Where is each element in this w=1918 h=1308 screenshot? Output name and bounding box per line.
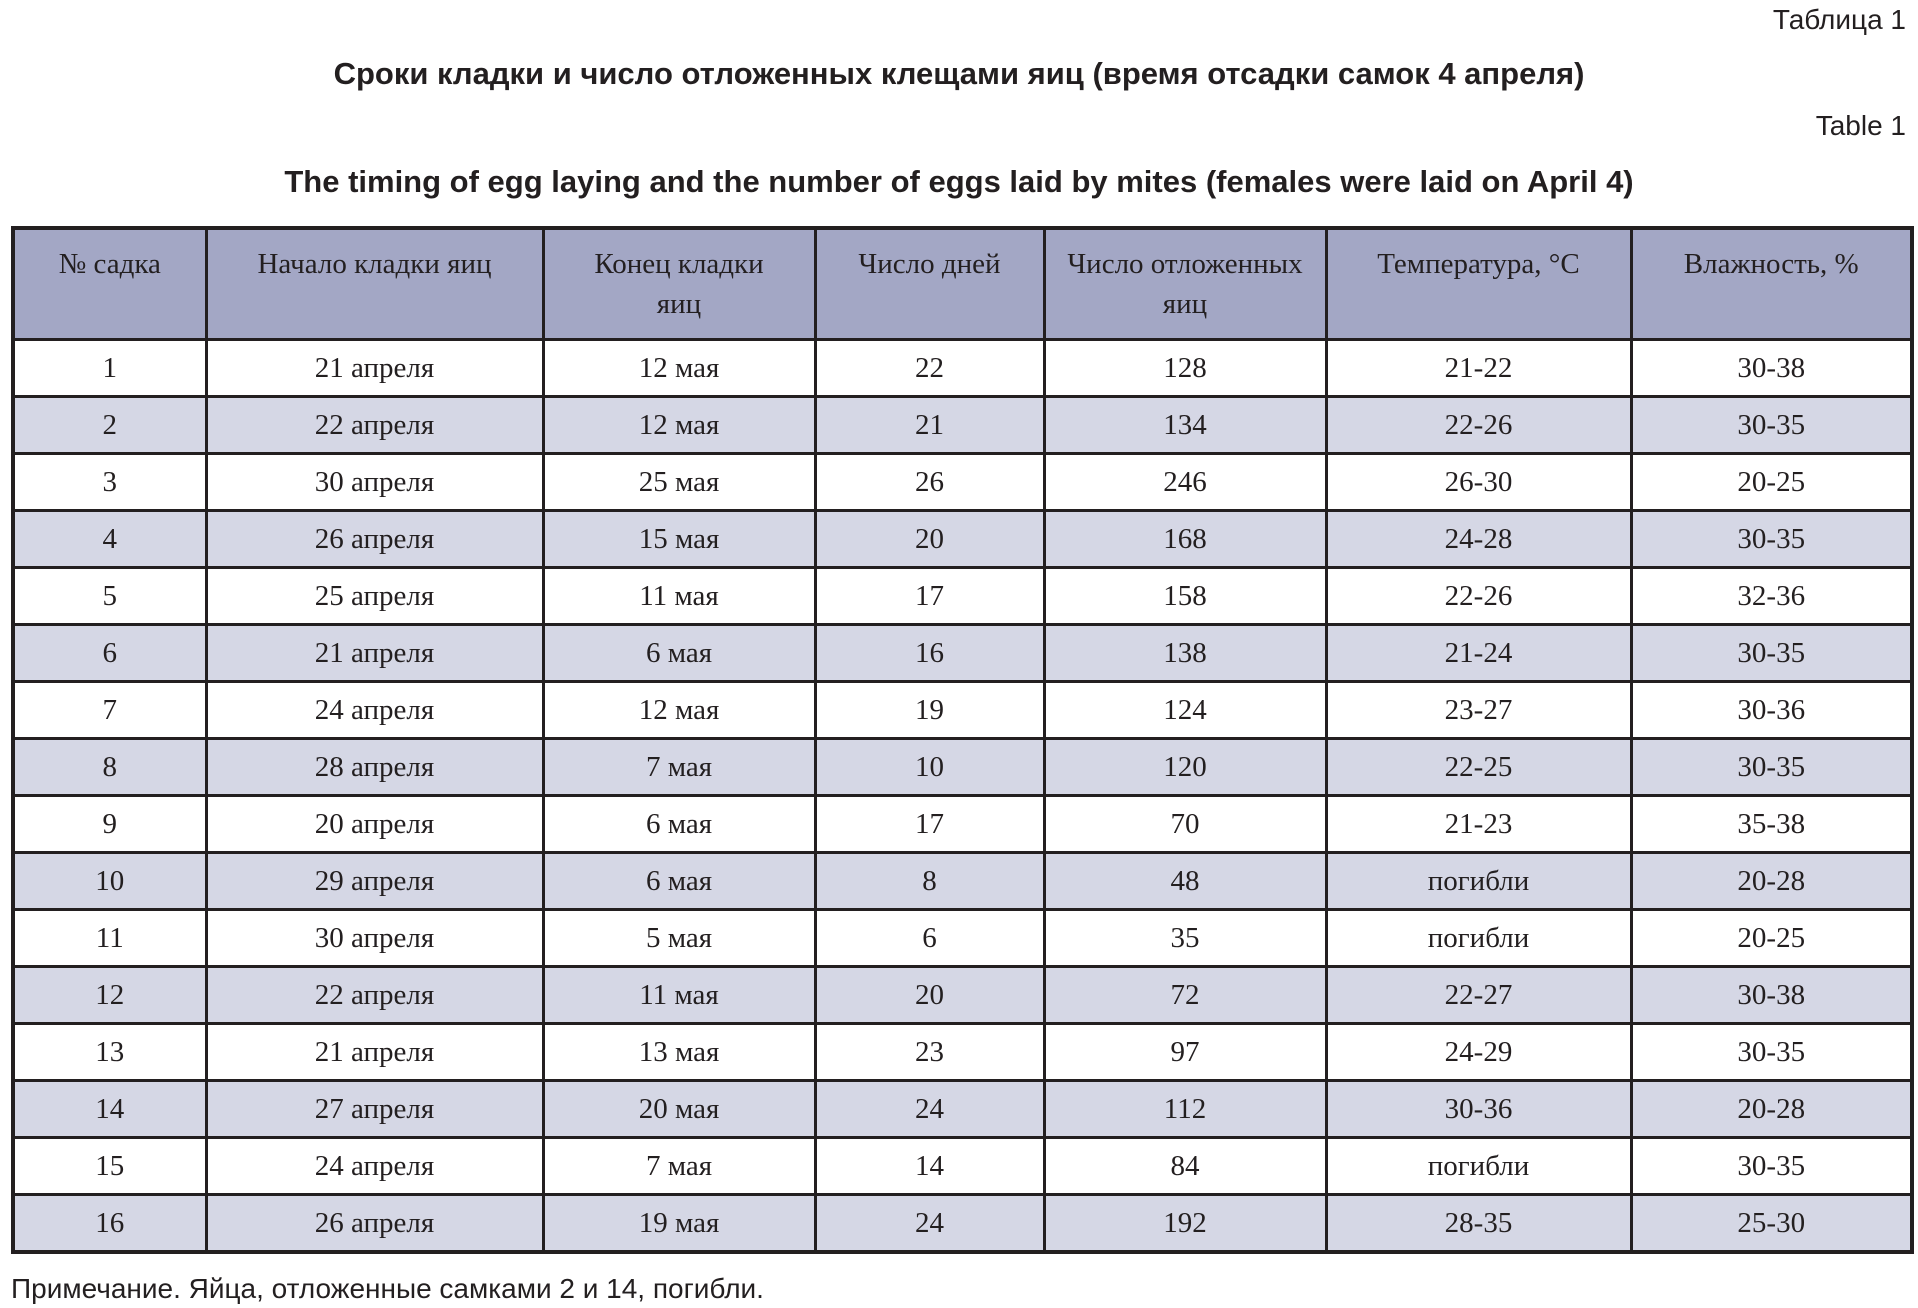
laying-end-cell: 19 мая (543, 1195, 815, 1253)
laying-start-cell: 29 апреля (206, 853, 543, 910)
cage-number-cell: 10 (13, 853, 206, 910)
cage-number-cell: 12 (13, 967, 206, 1024)
column-header: Конец кладки яиц (543, 228, 815, 340)
eggs-count-cell: 70 (1044, 796, 1326, 853)
cage-number-cell: 13 (13, 1024, 206, 1081)
table-note: Примечание. Яйца, отложенные самками 2 и 14, погибли. (11, 1273, 764, 1304)
days-count-cell: 20 (815, 967, 1044, 1024)
cage-number-cell: 5 (13, 568, 206, 625)
temperature-cell: 23-27 (1326, 682, 1631, 739)
temperature-cell: 26-30 (1326, 454, 1631, 511)
column-header: Число дней (815, 228, 1044, 340)
laying-start-cell: 24 апреля (206, 682, 543, 739)
temperature-cell: 21-23 (1326, 796, 1631, 853)
days-count-cell: 17 (815, 796, 1044, 853)
laying-start-cell: 28 апреля (206, 739, 543, 796)
table-row (13, 853, 1912, 910)
days-count-cell: 6 (815, 910, 1044, 967)
laying-start-cell: 26 апреля (206, 1195, 543, 1253)
humidity-cell: 20-28 (1631, 853, 1912, 910)
temperature-cell: 21-22 (1326, 340, 1631, 397)
temperature-cell: 28-35 (1326, 1195, 1631, 1253)
laying-start-cell: 21 апреля (206, 340, 543, 397)
days-count-cell: 17 (815, 568, 1044, 625)
laying-start-cell: 27 апреля (206, 1081, 543, 1138)
temperature-cell: 24-29 (1326, 1024, 1631, 1081)
humidity-cell: 30-38 (1631, 340, 1912, 397)
cage-number-cell: 4 (13, 511, 206, 568)
temperature-cell: 22-26 (1326, 568, 1631, 625)
humidity-cell: 32-36 (1631, 568, 1912, 625)
table-row (13, 1195, 1912, 1253)
laying-end-cell: 7 мая (543, 1138, 815, 1195)
eggs-count-cell: 48 (1044, 853, 1326, 910)
eggs-count-cell: 246 (1044, 454, 1326, 511)
days-count-cell: 21 (815, 397, 1044, 454)
cage-number-cell: 3 (13, 454, 206, 511)
humidity-cell: 20-28 (1631, 1081, 1912, 1138)
table-label-en: Table 1 (1815, 110, 1906, 141)
table-row (13, 511, 1912, 568)
days-count-cell: 22 (815, 340, 1044, 397)
days-count-cell: 26 (815, 454, 1044, 511)
table-row (13, 796, 1912, 853)
laying-start-cell: 26 апреля (206, 511, 543, 568)
temperature-cell: погибли (1326, 1138, 1631, 1195)
table-body (13, 340, 1912, 1253)
column-header: Температура, °С (1326, 228, 1631, 340)
table-title-en: The timing of egg laying and the number of eggs laid by mites (females were laid on April 4) (284, 164, 1634, 199)
humidity-cell: 30-35 (1631, 511, 1912, 568)
laying-start-cell: 30 апреля (206, 910, 543, 967)
laying-start-cell: 21 апреля (206, 625, 543, 682)
laying-end-cell: 6 мая (543, 625, 815, 682)
laying-end-cell: 11 мая (543, 568, 815, 625)
laying-start-cell: 22 апреля (206, 967, 543, 1024)
eggs-count-cell: 128 (1044, 340, 1326, 397)
cage-number-cell: 7 (13, 682, 206, 739)
cage-number-cell: 2 (13, 397, 206, 454)
column-header: № садка (13, 228, 206, 340)
temperature-cell: 21-24 (1326, 625, 1631, 682)
laying-end-cell: 12 мая (543, 682, 815, 739)
humidity-cell: 25-30 (1631, 1195, 1912, 1253)
cage-number-cell: 15 (13, 1138, 206, 1195)
cage-number-cell: 16 (13, 1195, 206, 1253)
eggs-count-cell: 72 (1044, 967, 1326, 1024)
eggs-count-cell: 112 (1044, 1081, 1326, 1138)
column-header: Влажность, % (1631, 228, 1912, 340)
eggs-count-cell: 35 (1044, 910, 1326, 967)
laying-end-cell: 15 мая (543, 511, 815, 568)
laying-end-cell: 11 мая (543, 967, 815, 1024)
days-count-cell: 8 (815, 853, 1044, 910)
humidity-cell: 30-35 (1631, 739, 1912, 796)
days-count-cell: 20 (815, 511, 1044, 568)
humidity-cell: 30-35 (1631, 397, 1912, 454)
days-count-cell: 10 (815, 739, 1044, 796)
table-label-ru: Таблица 1 (1772, 4, 1906, 35)
eggs-count-cell: 84 (1044, 1138, 1326, 1195)
table-row (13, 568, 1912, 625)
table-row (13, 1138, 1912, 1195)
temperature-cell: погибли (1326, 910, 1631, 967)
table-row (13, 454, 1912, 511)
humidity-cell: 30-35 (1631, 625, 1912, 682)
table-title-ru: Сроки кладки и число отложенных клещами яиц (время отсадки самок 4 апреля) (333, 56, 1585, 91)
table-row (13, 340, 1912, 397)
cage-number-cell: 1 (13, 340, 206, 397)
eggs-count-cell: 138 (1044, 625, 1326, 682)
table-row (13, 1081, 1912, 1138)
eggs-count-cell: 97 (1044, 1024, 1326, 1081)
eggs-count-cell: 158 (1044, 568, 1326, 625)
table-row (13, 739, 1912, 796)
table-row (13, 397, 1912, 454)
laying-end-cell: 6 мая (543, 853, 815, 910)
temperature-cell: погибли (1326, 853, 1631, 910)
temperature-cell: 22-25 (1326, 739, 1631, 796)
laying-end-cell: 7 мая (543, 739, 815, 796)
table-row (13, 967, 1912, 1024)
laying-start-cell: 25 апреля (206, 568, 543, 625)
table-row (13, 1024, 1912, 1081)
days-count-cell: 24 (815, 1195, 1044, 1253)
temperature-cell: 30-36 (1326, 1081, 1631, 1138)
days-count-cell: 16 (815, 625, 1044, 682)
laying-end-cell: 6 мая (543, 796, 815, 853)
temperature-cell: 22-27 (1326, 967, 1631, 1024)
days-count-cell: 19 (815, 682, 1044, 739)
laying-start-cell: 20 апреля (206, 796, 543, 853)
temperature-cell: 24-28 (1326, 511, 1631, 568)
humidity-cell: 30-35 (1631, 1024, 1912, 1081)
laying-end-cell: 13 мая (543, 1024, 815, 1081)
temperature-cell: 22-26 (1326, 397, 1631, 454)
laying-end-cell: 12 мая (543, 340, 815, 397)
column-header: Число отложенных яиц (1044, 228, 1326, 340)
laying-start-cell: 22 апреля (206, 397, 543, 454)
laying-end-cell: 25 мая (543, 454, 815, 511)
laying-start-cell: 30 апреля (206, 454, 543, 511)
laying-end-cell: 12 мая (543, 397, 815, 454)
humidity-cell: 35-38 (1631, 796, 1912, 853)
eggs-count-cell: 168 (1044, 511, 1326, 568)
laying-end-cell: 5 мая (543, 910, 815, 967)
humidity-cell: 30-36 (1631, 682, 1912, 739)
humidity-cell: 20-25 (1631, 910, 1912, 967)
cage-number-cell: 14 (13, 1081, 206, 1138)
cage-number-cell: 8 (13, 739, 206, 796)
days-count-cell: 14 (815, 1138, 1044, 1195)
eggs-count-cell: 124 (1044, 682, 1326, 739)
cage-number-cell: 9 (13, 796, 206, 853)
eggs-count-cell: 192 (1044, 1195, 1326, 1253)
laying-start-cell: 24 апреля (206, 1138, 543, 1195)
table-row (13, 910, 1912, 967)
table-row (13, 625, 1912, 682)
humidity-cell: 30-35 (1631, 1138, 1912, 1195)
table-row (13, 682, 1912, 739)
humidity-cell: 20-25 (1631, 454, 1912, 511)
data-table (11, 226, 1914, 1254)
column-header: Начало кладки яиц (206, 228, 543, 340)
laying-end-cell: 20 мая (543, 1081, 815, 1138)
humidity-cell: 30-38 (1631, 967, 1912, 1024)
days-count-cell: 23 (815, 1024, 1044, 1081)
days-count-cell: 24 (815, 1081, 1044, 1138)
laying-start-cell: 21 апреля (206, 1024, 543, 1081)
cage-number-cell: 6 (13, 625, 206, 682)
cage-number-cell: 11 (13, 910, 206, 967)
eggs-count-cell: 120 (1044, 739, 1326, 796)
header-row (13, 228, 1912, 340)
eggs-count-cell: 134 (1044, 397, 1326, 454)
